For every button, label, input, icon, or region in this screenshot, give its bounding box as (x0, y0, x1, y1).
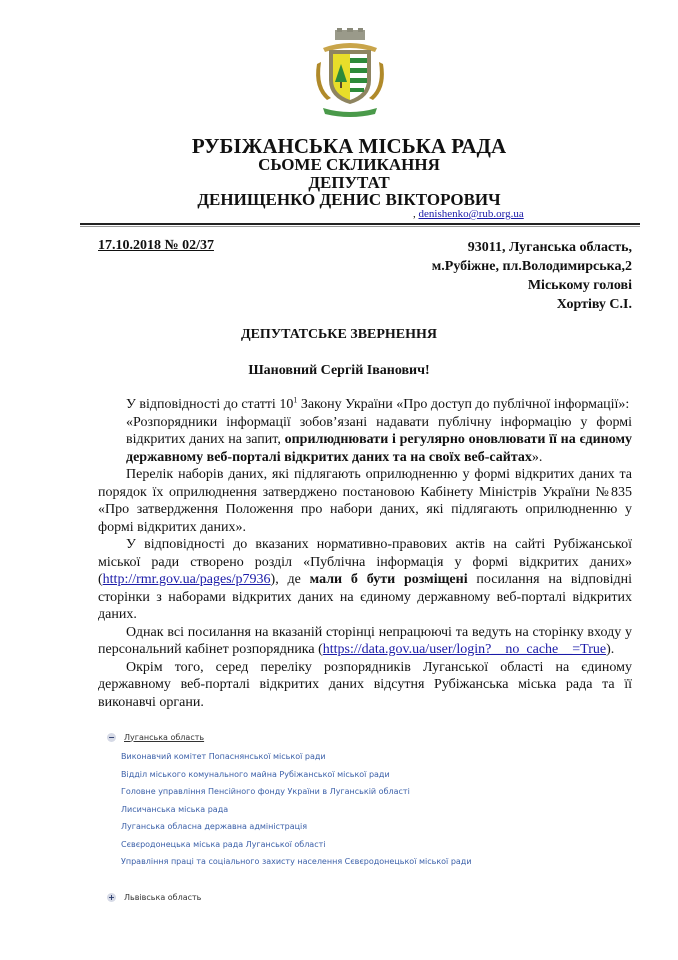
list-item[interactable]: Лисичанська міська рада (121, 804, 229, 814)
coat-of-arms-icon (313, 28, 387, 120)
address-line: 93011, Луганська область, (467, 240, 632, 255)
header-divider (80, 223, 640, 225)
region-tree-screenshot (107, 730, 507, 905)
email-prefix: , (413, 208, 419, 220)
p3-text-c: посилання на відповідні сторінки з наборами відкритих даних на єдиному державному веб-порталі відкритих даних. (98, 572, 632, 622)
p3-text-a: У відповідності до вказаних нормативно-правових актів на сайті Рубіжанської міської ради створено розділ «Публічна інформація у формі відкритих даних» ( (98, 537, 632, 587)
email-line (413, 208, 524, 220)
convocation: СЬОМЕ СКЛИКАННЯ (258, 155, 440, 174)
document-title: ДЕПУТАТСЬКЕ ЗВЕРНЕННЯ (240, 327, 438, 342)
p4-text-a: Однак всі посилання на вказаній сторінці непрацюючі та ведуть на сторінку входу у персональний кабінет розпорядника ( (98, 624, 632, 657)
address-line: Міському голові (527, 278, 632, 293)
list-item[interactable]: Виконавчий комітет Попаснянської міської ради (121, 752, 326, 761)
email-link[interactable]: denishenko@rub.org.ua (418, 208, 524, 220)
p1-superscript: 1 (293, 395, 298, 405)
paragraph-1 (98, 396, 632, 414)
p1-text-a: У відповідності до статті 10 (126, 397, 294, 412)
quote-text: «Розпорядники інформації зобов’язані надавати публічну інформацію у формі відкритих даних на запит, (126, 414, 632, 447)
position: ДЕПУТАТ (308, 173, 390, 192)
p3-text-b: ), де (270, 572, 310, 587)
greeting: Шановний Сергій Іванович! (248, 363, 430, 378)
paragraph-3 (98, 536, 632, 624)
region-label[interactable]: Львівська область (124, 893, 202, 902)
p1-text-b: Закону України «Про доступ до публічної інформації»: (297, 397, 630, 412)
paragraph-2: Перелік наборів даних, які підлягають оприлюдненню у формі відкритих даних та порядок їх оприлюднення затверджено постановою Кабінету Міністрів України №835 «Про затвердження Положення про набори даних, які підлягають оприлюдненню у формі відкритих даних». (98, 467, 632, 535)
p4-text-b: ). (606, 642, 615, 657)
list-item[interactable]: Головне управління Пенсійного фонду України в Луганській області (121, 787, 410, 796)
quote-bold: оприлюднювати і регулярно оновлювати її на єдиному державному веб-порталі відкритих даних та на своїх веб-сайтах (126, 432, 632, 465)
region-lviv[interactable] (107, 891, 507, 905)
deputy-name: ДЕНИЩЕНКО ДЕНИС ВІКТОРОВИЧ (197, 190, 501, 209)
p3-bold: мали б бути розміщені (309, 572, 468, 587)
address-line: м.Рубіжне, пл.Володимирська,2 (431, 259, 632, 274)
list-item[interactable]: Луганська обласна державна адміністрація (121, 822, 308, 831)
council-name: РУБІЖАНСЬКА МІСЬКА РАДА (191, 134, 507, 158)
recipient-address (432, 238, 632, 314)
list-item[interactable]: Відділ міського комунального майна Рубіжанської міської ради (121, 769, 390, 779)
document-body (98, 396, 632, 711)
expand-icon[interactable]: + (108, 893, 115, 902)
list-item[interactable]: Управління праці та соціального захисту населення Сєвєродонецької міської ради (121, 857, 472, 866)
region-luhansk[interactable] (107, 730, 507, 744)
paragraph-4 (98, 624, 632, 659)
quote-end: ». (531, 449, 543, 465)
law-quote (126, 414, 632, 467)
rmr-open-data-link[interactable]: http://rmr.gov.ua/pages/p7936 (102, 572, 271, 587)
paragraph-5: Окрім того, серед переліку розпорядників Луганської області на єдиному державному веб-порталі відкритих даних відсутня Рубіжанська міська рада та її виконавчі органи. (98, 659, 632, 710)
date-number: 17.10.2018 № 02/37 (98, 238, 214, 253)
list-item[interactable]: Сєвєродонецька міська рада Луганської області (121, 839, 326, 849)
region-items (107, 748, 507, 871)
header-divider-thin (80, 226, 640, 227)
region-label[interactable]: Луганська область (124, 732, 205, 742)
collapse-icon[interactable]: − (108, 732, 115, 742)
address-line: Хортіву С.І. (556, 297, 632, 312)
data-gov-login-link[interactable]: https://data.gov.ua/user/login?__no_cache__=True (322, 642, 607, 657)
